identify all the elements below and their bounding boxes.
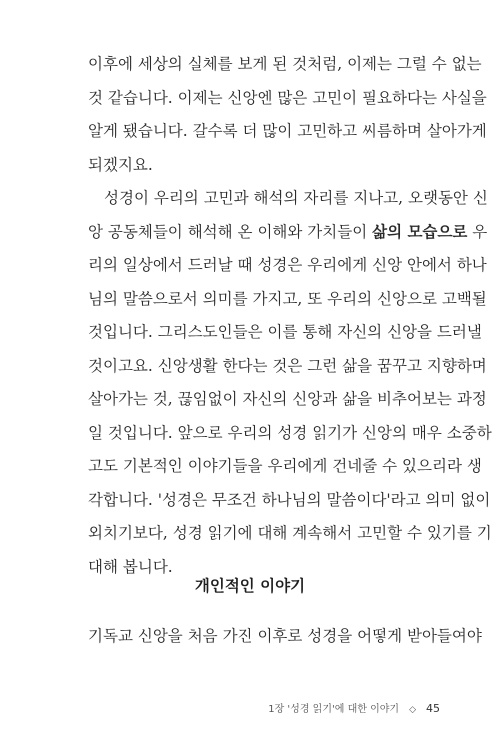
paragraph-1-line: 이후에 세상의 실체를 보게 된 것처럼, 이제는 그럴 수 없는 xyxy=(88,55,482,73)
line-text: 것입니다. 그리스도인들은 이를 통해 자신의 신앙을 드러낼 xyxy=(88,323,482,341)
paragraph-3-line: 기독교 신앙을 처음 가진 이후로 성경을 어떻게 받아들여야 xyxy=(88,627,482,645)
paragraph-3 xyxy=(88,620,482,654)
section-title: 개인적인 이야기 xyxy=(194,577,306,595)
line-text: 성경이 우리의 고민과 해석의 자리를 지나고, 오랫동안 신 xyxy=(104,189,488,207)
line-text: 리의 일상에서 드러날 때 성경은 우리에게 신앙 안에서 하나 xyxy=(88,256,487,274)
line-text: 살아가는 것, 끊임없이 자신의 신앙과 삶을 비추어보는 과정 xyxy=(88,390,487,408)
paragraph-2-line xyxy=(88,417,492,451)
paragraph-1-line: 되겠지요. xyxy=(88,155,153,174)
line-text: 고도 기본적인 이야기들을 우리에게 건네줄 수 있으리라 생 xyxy=(88,457,482,475)
line-text: 대해 봅니다. xyxy=(88,557,173,576)
line-text: 것이고요. 신앙생활 한다는 것은 그런 삶을 꿈꾸고 지향하며 xyxy=(88,356,487,375)
page-number: 45 xyxy=(426,702,440,715)
paragraph-2-line xyxy=(88,316,482,350)
paragraph-2-line xyxy=(88,182,488,216)
diamond-separator-icon: ◇ xyxy=(409,705,416,715)
paragraph-2 xyxy=(88,182,492,584)
line-text: 일 것입니다. 앞으로 우리의 성경 읽기가 신앙의 매우 소중하 xyxy=(88,423,492,442)
paragraph-2-line xyxy=(88,216,488,250)
chapter-title: 1장 '성경 읽기'에 대한 이야기 xyxy=(268,704,400,715)
line-text: 외치기보다, 성경 읽기에 대해 계속해서 고민할 수 있기를 기 xyxy=(88,524,492,542)
paragraph-2-line xyxy=(88,249,487,283)
paragraph-2-line xyxy=(88,350,487,384)
paragraph-2-line xyxy=(88,450,482,484)
line-text: 앙 공동체들이 해석해 온 이해와 가치들이 xyxy=(88,222,373,241)
paragraph-1 xyxy=(88,48,487,182)
paragraph-2-line xyxy=(88,283,487,317)
page-footer xyxy=(268,700,440,715)
line-text: 님의 말씀으로서 의미를 가지고, 또 우리의 신앙으로 고백될 xyxy=(88,289,487,308)
paragraph-2-line xyxy=(88,383,487,417)
paragraph-2-line xyxy=(88,484,491,518)
emphasis-text: 삶의 모습으로 xyxy=(372,222,468,241)
paragraph-1-line: 것 같습니다. 이제는 신앙엔 많은 고민이 필요하다는 사실을 xyxy=(88,88,487,107)
paragraph-2-line xyxy=(88,517,492,551)
paragraph-1-line: 알게 됐습니다. 갈수록 더 많이 고민하고 씨름하며 살아가게 xyxy=(88,122,487,140)
line-text: 각합니다. '성경은 무조건 하나님의 말씀이다'라고 의미 없이 xyxy=(88,490,491,509)
line-text: 우 xyxy=(467,222,488,241)
